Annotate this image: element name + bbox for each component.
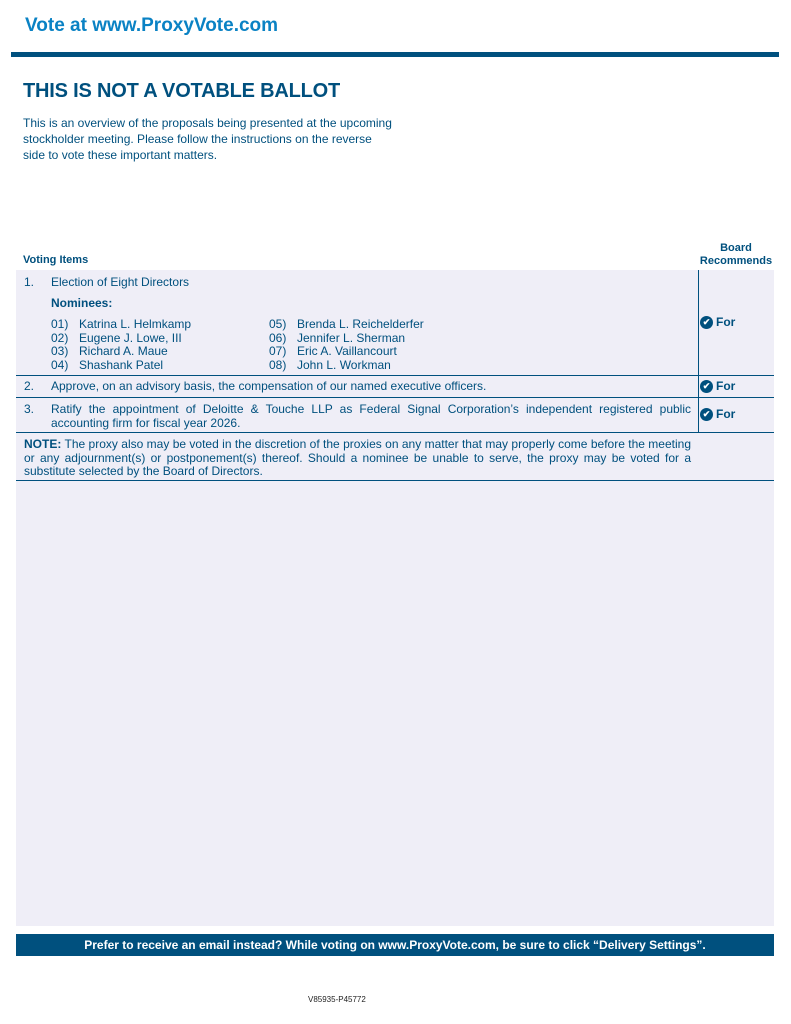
note-row (16, 433, 774, 481)
recommendation (700, 408, 735, 422)
nominees-label: Nominees: (51, 296, 113, 310)
check-circle-icon: ✔ (700, 380, 713, 393)
nominee (51, 345, 168, 359)
page-title: THIS IS NOT A VOTABLE BALLOT (23, 80, 340, 102)
item-number: 3. (24, 402, 35, 416)
nominee (269, 359, 391, 373)
header-line: Recommends (699, 255, 773, 267)
nominee (269, 345, 397, 359)
nominee-name: Eric A. Vaillancourt (297, 344, 397, 358)
header-divider (11, 52, 779, 57)
nominee (51, 359, 163, 373)
recommendation (700, 380, 735, 394)
document-code: V85935-P45772 (308, 995, 366, 1004)
note-label: NOTE: (24, 437, 62, 451)
recommendation-label: For (716, 379, 736, 393)
nominee-name: Shashank Patel (79, 357, 164, 372)
nominee-name: Jennifer L. Sherman (297, 330, 406, 345)
nominee-number: 03) (51, 344, 69, 358)
nominee (269, 332, 405, 346)
nominee-name: Richard A. Maue (79, 344, 168, 358)
item-text: Approve, on an advisory basis, the compensation of our named executive officers. (51, 379, 487, 393)
nominee-number: 07) (269, 344, 287, 358)
nominee-name: Brenda L. Reichelderfer (297, 317, 424, 331)
item-text: Election of Eight Directors (51, 275, 190, 289)
delivery-settings-banner: Prefer to receive an email instead? While voting on www.ProxyVote.com, be sure to click “Delivery Settings”. (16, 934, 774, 956)
nominee-name: Eugene J. Lowe, III (79, 330, 182, 345)
nominee-name: John L. Workman (297, 357, 391, 372)
intro-text: This is an overview of the proposals being presented at the upcoming stockholder meeting. Please follow the instructions on the reverse side to vote these important matters. (23, 116, 392, 162)
header-line: Board (720, 242, 752, 254)
note-text (24, 438, 691, 479)
nominee (269, 318, 424, 332)
nominee-number: 08) (269, 357, 287, 372)
recommendation (700, 316, 735, 330)
nominee-number: 04) (51, 357, 69, 372)
board-recommends-header (697, 242, 775, 268)
note-body: The proxy also may be voted in the discretion of the proxies on any matter that may properly come before the meeting or any adjournment(s) or postponement(s) thereof. Should a nominee be unable to serve, the proxy may be voted for a substitute selected by the Board of Directors. (24, 437, 691, 478)
recommendation-label: For (716, 407, 736, 421)
nominee-number: 02) (51, 330, 69, 345)
recommendation-label: For (716, 315, 736, 329)
column-divider (698, 270, 699, 432)
item-number: 1. (24, 275, 35, 289)
voting-item-3 (16, 398, 774, 433)
nominee (51, 318, 191, 332)
nominee-number: 05) (269, 317, 287, 331)
item-number: 2. (24, 379, 35, 393)
check-circle-icon: ✔ (700, 408, 713, 421)
nominee (51, 332, 182, 346)
vote-at-link[interactable]: Vote at www.ProxyVote.com (25, 15, 279, 36)
voting-items-header: Voting Items (23, 254, 89, 266)
check-circle-icon: ✔ (700, 316, 713, 329)
voting-item-1 (16, 270, 774, 376)
item-text: Ratify the appointment of Deloitte & Touche LLP as Federal Signal Corporation’s independent registered public accounting firm for fiscal year 2026. (51, 402, 691, 430)
voting-item-2 (16, 376, 774, 398)
nominee-number: 06) (269, 330, 287, 345)
nominee-name: Katrina L. Helmkamp (79, 317, 192, 331)
nominee-number: 01) (51, 317, 69, 331)
